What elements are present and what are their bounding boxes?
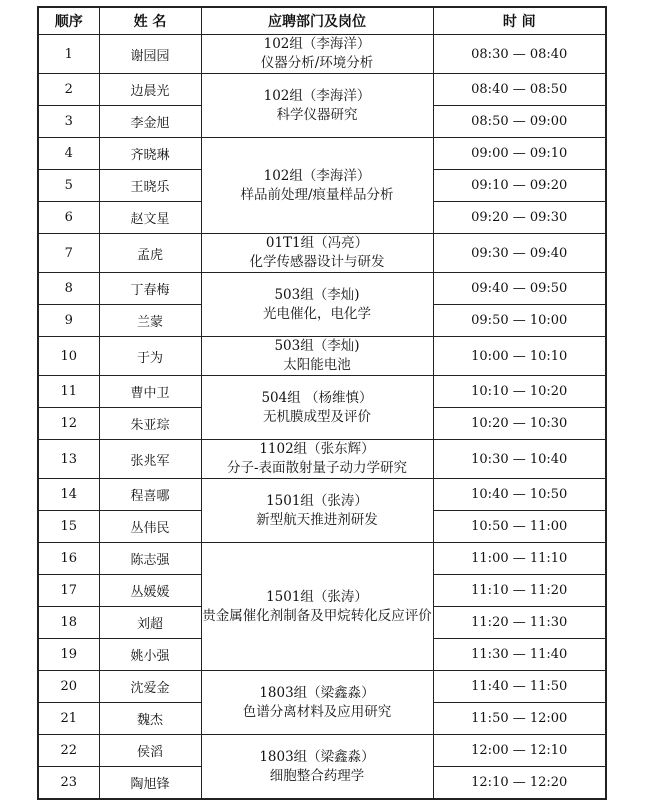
- row-number: 4: [38, 138, 99, 170]
- department-cell: [201, 35, 433, 74]
- header-time: 时 间: [433, 7, 606, 35]
- candidate-name: 谢园园: [99, 35, 201, 74]
- table-row: [38, 138, 606, 170]
- table-row: [38, 35, 606, 74]
- row-number: 18: [38, 607, 99, 639]
- candidate-name: 沈爱金: [99, 671, 201, 703]
- interview-time: 10:40 — 10:50: [433, 479, 606, 511]
- row-number: 16: [38, 543, 99, 575]
- table-row: [38, 273, 606, 305]
- candidate-name: 边晨光: [99, 74, 201, 106]
- table-row: [38, 376, 606, 408]
- department-cell: [201, 234, 433, 273]
- row-number: 11: [38, 376, 99, 408]
- interview-time: 09:00 — 09:10: [433, 138, 606, 170]
- department-position: 仪器分析/环境分析: [260, 55, 374, 71]
- header-dept: 应聘部门及岗位: [201, 7, 433, 35]
- department-cell: [201, 337, 433, 376]
- department-group: 503组（李灿): [274, 338, 360, 354]
- interview-time: 10:50 — 11:00: [433, 511, 606, 543]
- interview-time: 11:10 — 11:20: [433, 575, 606, 607]
- interview-time: 10:10 — 10:20: [433, 376, 606, 408]
- candidate-name: 张兆军: [99, 440, 201, 479]
- candidate-name: 姚小强: [99, 639, 201, 671]
- department-position: 样品前处理/痕量样品分析: [240, 186, 394, 203]
- department-group: 1501组（张涛）: [266, 492, 368, 509]
- interview-time: 11:50 — 12:00: [433, 703, 606, 735]
- candidate-name: 刘超: [99, 607, 201, 639]
- department-position: 光电催化，电化学: [263, 305, 371, 322]
- department-position: 新型航天推进剂研发: [256, 511, 378, 528]
- row-number: 17: [38, 575, 99, 607]
- row-number: 3: [38, 106, 99, 138]
- header-name: 姓 名: [99, 7, 201, 35]
- candidate-name: 丛媛媛: [99, 575, 201, 607]
- interview-time: 11:40 — 11:50: [433, 671, 606, 703]
- candidate-name: 于为: [99, 337, 201, 376]
- row-number: 7: [38, 234, 99, 273]
- department-group: 102组（李海洋）: [263, 87, 371, 104]
- row-number: 23: [38, 767, 99, 800]
- candidate-name: 丛伟民: [99, 511, 201, 543]
- department-group: 504组 （杨维慎）: [261, 389, 373, 406]
- row-number: 8: [38, 273, 99, 305]
- interview-time: 12:10 — 12:20: [433, 767, 606, 800]
- department-cell: [201, 671, 433, 735]
- row-number: 15: [38, 511, 99, 543]
- candidate-name: 曹中卫: [99, 376, 201, 408]
- row-number: 21: [38, 703, 99, 735]
- row-number: 2: [38, 74, 99, 106]
- row-number: 12: [38, 408, 99, 440]
- candidate-name: 赵文星: [99, 202, 201, 234]
- table-row: [38, 234, 606, 273]
- department-position: 细胞整合药理学: [269, 767, 365, 784]
- row-number: 10: [38, 337, 99, 376]
- candidate-name: 孟虎: [99, 234, 201, 273]
- department-cell: [201, 543, 433, 671]
- interview-time: 11:30 — 11:40: [433, 639, 606, 671]
- row-number: 14: [38, 479, 99, 511]
- candidate-name: 侯滔: [99, 735, 201, 767]
- department-cell: [201, 138, 433, 234]
- interview-time: 08:50 — 09:00: [433, 106, 606, 138]
- table-row: [38, 74, 606, 106]
- row-number: 9: [38, 305, 99, 337]
- table-body: [38, 35, 606, 800]
- department-cell: [201, 440, 433, 479]
- interview-schedule-table: [37, 6, 607, 800]
- interview-time: 09:30 — 09:40: [433, 234, 606, 273]
- row-number: 20: [38, 671, 99, 703]
- table-row: [38, 440, 606, 479]
- department-position: 无机膜成型及评价: [263, 408, 371, 425]
- interview-time: 10:00 — 10:10: [433, 337, 606, 376]
- interview-time: 09:40 — 09:50: [433, 273, 606, 305]
- department-group: 1803组（梁鑫淼）: [259, 748, 375, 765]
- interview-time: 11:00 — 11:10: [433, 543, 606, 575]
- department-position: 科学仪器研究: [276, 106, 358, 123]
- department-cell: [201, 376, 433, 440]
- department-group: 503组（李灿): [274, 286, 360, 303]
- department-cell: [201, 479, 433, 543]
- interview-time: 09:10 — 09:20: [433, 170, 606, 202]
- table-header-row: [38, 7, 606, 35]
- department-cell: [201, 735, 433, 800]
- row-number: 5: [38, 170, 99, 202]
- candidate-name: 朱亚琮: [99, 408, 201, 440]
- row-number: 19: [38, 639, 99, 671]
- department-position: 化学传感器设计与研发: [249, 254, 385, 270]
- table-row: [38, 735, 606, 767]
- interview-time: 08:30 — 08:40: [433, 35, 606, 74]
- interview-time: 10:30 — 10:40: [433, 440, 606, 479]
- department-position: 色谱分离材料及应用研究: [242, 703, 392, 720]
- department-group: 102组（李海洋）: [263, 167, 371, 184]
- candidate-name: 魏杰: [99, 703, 201, 735]
- candidate-name: 兰蒙: [99, 305, 201, 337]
- interview-time: 08:40 — 08:50: [433, 74, 606, 106]
- department-position: 贵金属催化剂制备及甲烷转化反应评价: [202, 607, 432, 624]
- candidate-name: 陈志强: [99, 543, 201, 575]
- row-number: 6: [38, 202, 99, 234]
- candidate-name: 陶旭锋: [99, 767, 201, 800]
- table-row: [38, 337, 606, 376]
- candidate-name: 程喜哪: [99, 479, 201, 511]
- row-number: 22: [38, 735, 99, 767]
- candidate-name: 李金旭: [99, 106, 201, 138]
- department-position: 太阳能电池: [283, 357, 351, 373]
- interview-time: 09:20 — 09:30: [433, 202, 606, 234]
- interview-time: 11:20 — 11:30: [433, 607, 606, 639]
- table-row: [38, 671, 606, 703]
- department-group: 1102组（张东辉）: [259, 441, 375, 457]
- department-group: 102组（李海洋）: [263, 36, 371, 52]
- candidate-name: 丁春梅: [99, 273, 201, 305]
- department-cell: [201, 74, 433, 138]
- candidate-name: 齐晓琳: [99, 138, 201, 170]
- department-group: 1803组（梁鑫淼）: [259, 684, 375, 701]
- department-cell: [201, 273, 433, 337]
- department-position: 分子-表面散射量子动力学研究: [226, 460, 408, 476]
- table-row: [38, 543, 606, 575]
- interview-time: 12:00 — 12:10: [433, 735, 606, 767]
- row-number: 13: [38, 440, 99, 479]
- candidate-name: 王晓乐: [99, 170, 201, 202]
- header-no: 顺序: [38, 7, 99, 35]
- interview-time: 09:50 — 10:00: [433, 305, 606, 337]
- table-row: [38, 479, 606, 511]
- row-number: 1: [38, 35, 99, 74]
- department-group: 01T1组（冯亮）: [265, 235, 369, 251]
- department-group: 1501组（张涛）: [266, 588, 368, 605]
- interview-time: 10:20 — 10:30: [433, 408, 606, 440]
